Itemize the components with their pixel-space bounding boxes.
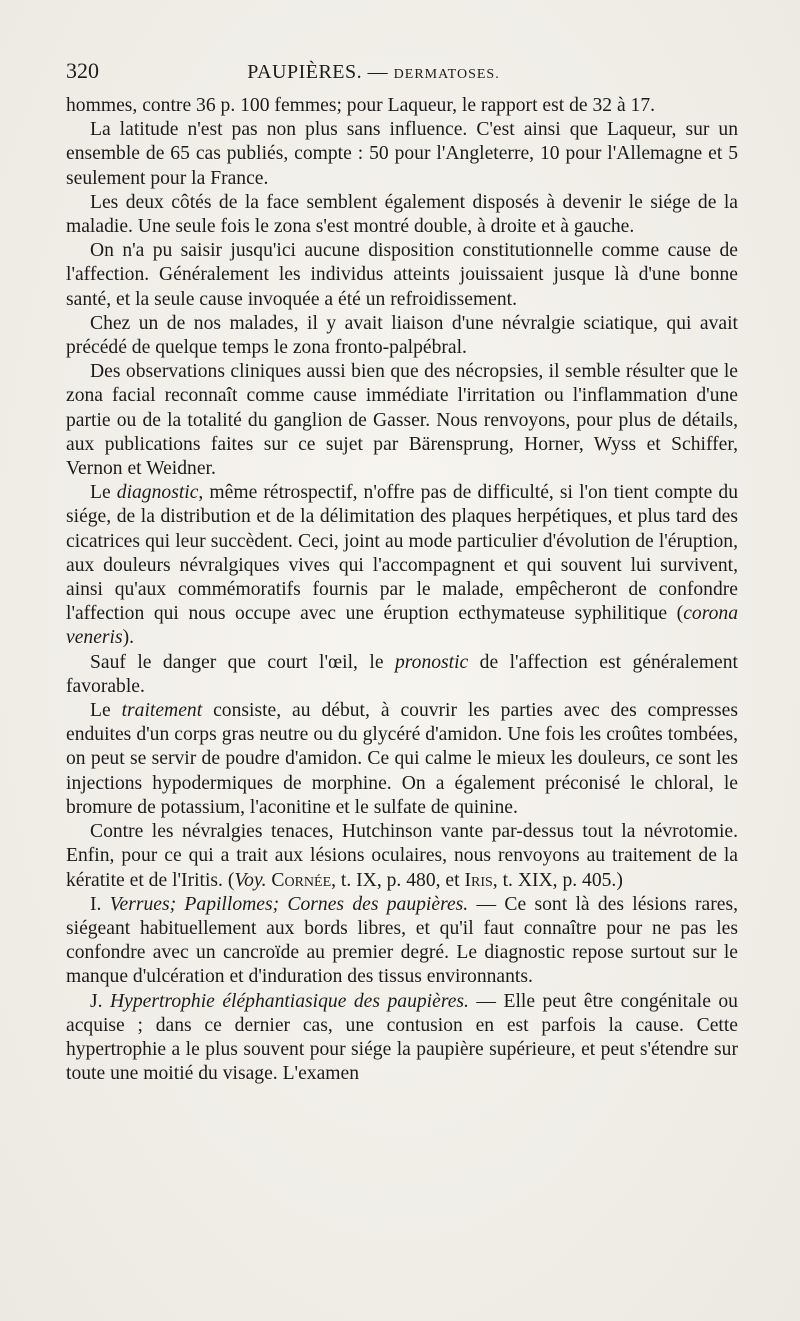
text-run: Le bbox=[90, 700, 122, 722]
term-voy: Voy. bbox=[234, 869, 267, 891]
text-run: , t. XIX, p. 405.) bbox=[492, 869, 623, 891]
term-pronostic: pronostic bbox=[394, 651, 469, 673]
paragraph-5: Chez un de nos malades, il y avait liaison d'une névralgie sciatique, qui avait précédé de quelque temps le zona fronto-palpébral. bbox=[66, 312, 738, 359]
ref-cornee: Cornée bbox=[271, 869, 332, 891]
text-run: I. bbox=[90, 893, 110, 915]
page-number: 320 bbox=[66, 58, 99, 83]
text-run: J. bbox=[90, 990, 111, 1012]
text-run: consiste, au début, à couvrir les parties avec des compresses enduites d'un corps gras neutre ou du glycéré d'amidon. Une fois les croûtes tombées, on peut se servir de poudre d'amidon. Ce qui calme le mieux les douleurs, ce sont les injections hypodermiques de morphine. On a également préconisé le chloral, le bromure de potassium, l'aconitine et le sulfate de quinine. bbox=[66, 700, 738, 818]
text-run: Sauf le danger que court l'œil, le bbox=[90, 651, 395, 673]
term-corona-veneris: corona veneris bbox=[66, 603, 738, 649]
paragraph-4: On n'a pu saisir jusqu'ici aucune disposition constitutionnelle comme cause de l'affection. Généralement les individus atteints jouissaient jusque là d'une bonne santé, et la seule cause invoquée a été un refroidissement. bbox=[66, 240, 738, 310]
ref-iris: Iris bbox=[464, 869, 493, 891]
text-run: ). bbox=[122, 627, 135, 649]
paragraph-2: La latitude n'est pas non plus sans influence. C'est ainsi que Laqueur, sur un ensemble de 65 cas publiés, compte : 50 pour l'Angleterre, 10 pour l'Allemagne et 5 seulement pour la France. bbox=[66, 119, 738, 189]
text-run: , t. IX, p. 480, et bbox=[331, 869, 465, 891]
paragraph-verrues bbox=[66, 893, 738, 990]
term-diagnostic: diagnostic bbox=[116, 482, 199, 504]
paragraph-6: Des observations cliniques aussi bien que des nécropsies, il semble résulter que le zona facial reconnaît comme cause immédiate l'irritation ou l'inflammation d'une partie ou de la totalité du ganglion de Gasser. Nous renvoyons, pour plus de détails, aux publications faites sur ce sujet par Bärensprung, Horner, Wyss et Schiffer, Vernon et Weidner. bbox=[66, 361, 738, 480]
text-run: — Elle peut être congénitale ou acquise ; dans ce dernier cas, une contusion en est parfois la cause. Cette hypertrophie a le plus souvent pour siége la paupière supérieure, et peut s'étendre sur toute une moitié du visage. L'examen bbox=[66, 990, 738, 1085]
text-run: de l'affection est généralement favorable. bbox=[66, 651, 738, 697]
running-title bbox=[99, 61, 648, 84]
running-title-sub: DERMATOSES. bbox=[393, 67, 500, 82]
paragraph-nevralgies bbox=[66, 820, 738, 893]
paragraph-hypertrophie bbox=[66, 990, 738, 1087]
text-run: — Ce sont là des lésions rares, siégeant habituellement aux bords libres, et qu'il faut connaître pour ne pas les confondre avec un cancroïde au premier degré. Le diagnostic repose surtout sur le manque d'ulcération et d'induration des tissus environnants. bbox=[66, 893, 739, 988]
paragraph-1: hommes, contre 36 p. 100 femmes; pour Laqueur, le rapport est de 32 à 17. bbox=[66, 95, 656, 116]
running-header bbox=[66, 58, 738, 94]
text-run: Le bbox=[90, 482, 117, 504]
paragraph-traitement bbox=[66, 699, 738, 820]
running-title-main: PAUPIÈRES. bbox=[247, 61, 363, 83]
text-run: Contre les névralgies tenaces, Hutchinson vante par-dessus tout la névrotomie. Enfin, pour ce qui a trait aux lésions oculaires, nous renvoyons au traitement de la kératite et de l'Iritis. ( bbox=[66, 821, 738, 891]
paragraph-pronostic bbox=[66, 651, 738, 699]
paragraph-3: Les deux côtés de la face semblent également disposés à devenir le siége de la maladie. Une seule fois le zona s'est montré double, à droite et à gauche. bbox=[66, 191, 738, 238]
section-heading-hypertrophie: Hypertrophie éléphantiasique des paupières. bbox=[110, 990, 469, 1012]
running-title-dash: — bbox=[367, 61, 389, 83]
term-traitement: traitement bbox=[121, 700, 203, 722]
section-heading-verrues: Verrues; Papillomes; Cornes des paupières. bbox=[109, 893, 469, 915]
text-run: , même rétrospectif, n'offre pas de difficulté, si l'on tient compte du siége, de la distribution et de la délimitation des plaques herpétiques, et plus tard des cicatrices qui leur succèdent. Ceci, joint au mode particulier d'évolution de l'éruption, aux douleurs névralgiques vives qui l'accompagnent et qui souvent lui survivent, ainsi qu'aux commémoratifs fournis par le malade, empêcheront de confondre l'affection qui nous occupe avec une éruption ecthymateuse syphilitique ( bbox=[66, 482, 738, 625]
body-text bbox=[66, 94, 738, 1086]
paragraph-diagnostic bbox=[66, 481, 738, 650]
